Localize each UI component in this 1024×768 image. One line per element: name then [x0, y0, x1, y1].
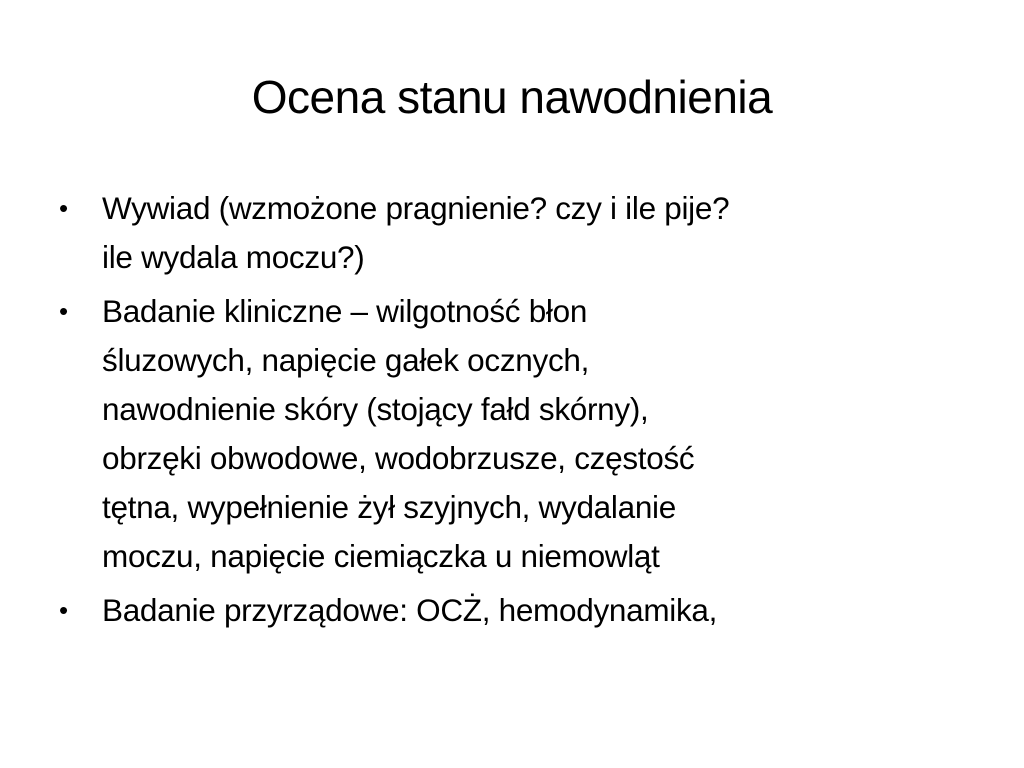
bullet-dot-icon: • — [59, 595, 68, 625]
bullet-dot-icon: • — [59, 296, 68, 326]
bullet-item-interview — [58, 184, 958, 282]
bullet-text: Badanie kliniczne – wilgotność błon śluzowych, napięcie gałek ocznych, nawodnienie skóry (stojący fałd skórny), obrzęki obwodowe, wodobrzusze, częstość tętna, wypełnienie żył szyjnych, wydalanie moczu, napięcie ciemiączka u niemowląt — [102, 293, 695, 574]
bullet-dot-icon: • — [59, 193, 68, 223]
slide-title: Ocena stanu nawodnienia — [251, 71, 773, 123]
bullet-item-clinical-exam — [58, 287, 958, 581]
bullet-text: Badanie przyrządowe: OCŻ, hemodynamika, — [102, 592, 718, 628]
bullet-item-instrumental-exam — [58, 586, 958, 635]
bullet-list — [58, 184, 958, 640]
bullet-text: Wywiad (wzmożone pragnienie? czy i ile pije? ile wydala moczu?) — [102, 190, 730, 275]
